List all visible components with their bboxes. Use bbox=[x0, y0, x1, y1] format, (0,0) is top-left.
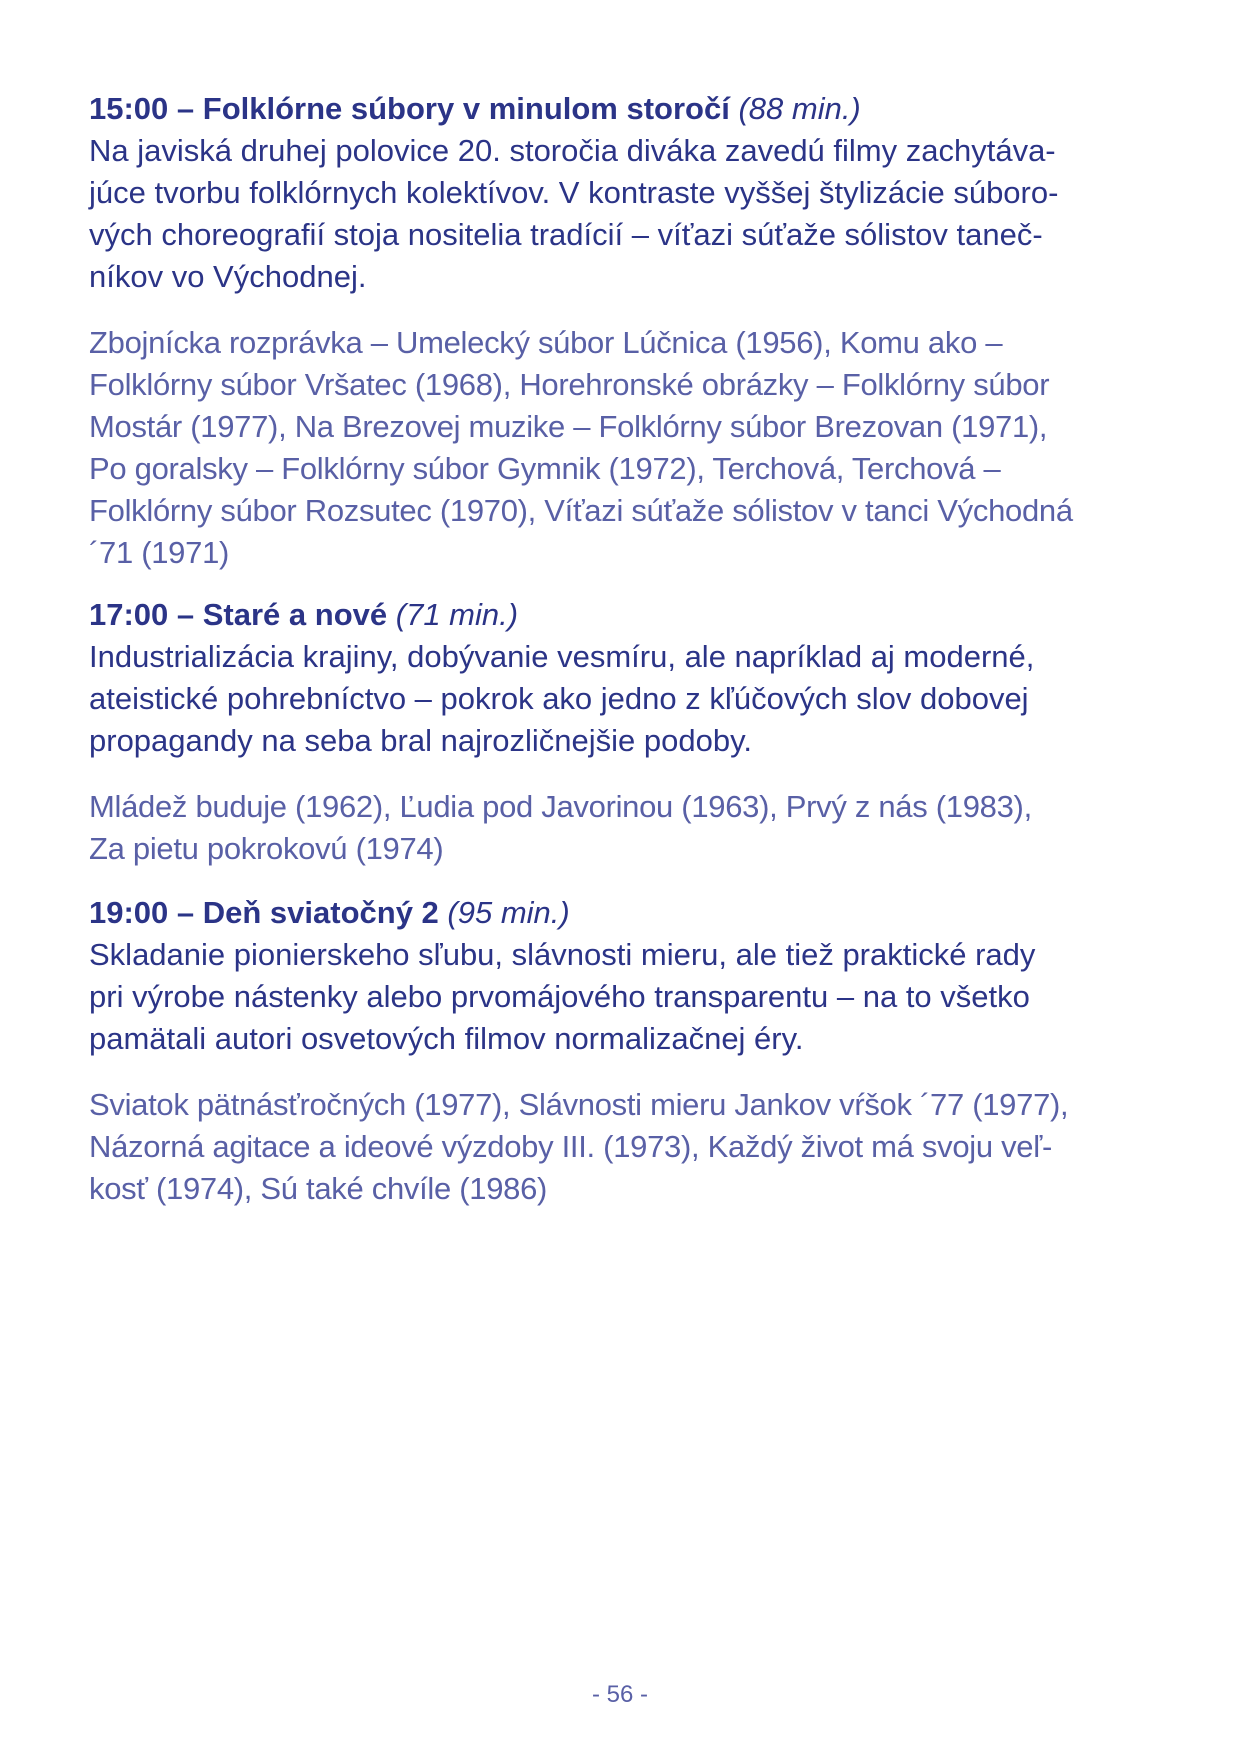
description-line: Na javiská druhej polovice 20. storočia diváka zavedú filmy zachytáva- bbox=[89, 133, 1056, 168]
description-line: Industrializácia krajiny, dobývanie vesmíru, ale napríklad aj moderné, bbox=[89, 639, 1035, 674]
section-heading bbox=[89, 892, 1169, 934]
section-heading bbox=[89, 88, 1169, 130]
description-line: vých choreografií stoja nositelia tradícií – víťazi súťaže sólistov taneč- bbox=[89, 217, 1043, 252]
section-time-title: 19:00 – Deň sviatočný 2 bbox=[89, 895, 439, 930]
description-line: pri výrobe nástenky alebo prvomájového transparentu – na to všetko bbox=[89, 979, 1030, 1014]
section-duration: (95 min.) bbox=[447, 895, 570, 930]
film-list-line: Za pietu pokrokovú (1974) bbox=[89, 831, 444, 866]
section-time-title: 15:00 – Folklórne súbory v minulom storočí bbox=[89, 91, 730, 126]
program-section-1900 bbox=[89, 892, 1169, 1210]
film-list-line: Mostár (1977), Na Brezovej muzike – Folklórny súbor Brezovan (1971), bbox=[89, 409, 1048, 444]
description-line: pamätali autori osvetových filmov normalizačnej éry. bbox=[89, 1021, 804, 1056]
section-description bbox=[89, 934, 1169, 1060]
section-heading bbox=[89, 594, 1169, 636]
film-list-line: Po goralsky – Folklórny súbor Gymnik (1972), Terchová, Terchová – bbox=[89, 451, 1001, 486]
section-film-list bbox=[89, 786, 1169, 870]
film-list-line: Sviatok pätnásťročných (1977), Slávnosti mieru Jankov vŕšok ´77 (1977), bbox=[89, 1087, 1069, 1122]
section-description bbox=[89, 636, 1169, 762]
program-section-1500 bbox=[89, 88, 1169, 574]
program-content bbox=[89, 88, 1169, 1210]
film-list-line: Názorná agitace a ideové výzdoby III. (1973), Každý život má svoju veľ- bbox=[89, 1129, 1052, 1164]
film-list-line: Folklórny súbor Rozsutec (1970), Víťazi súťaže sólistov v tanci Východná bbox=[89, 493, 1073, 528]
page-number: - 56 - bbox=[591, 1681, 648, 1708]
description-line: Skladanie pionierskeho sľubu, slávnosti mieru, ale tiež praktické rady bbox=[89, 937, 1036, 972]
section-time-title: 17:00 – Staré a nové bbox=[89, 597, 388, 632]
section-film-list bbox=[89, 322, 1169, 574]
film-list-line: Zbojnícka rozprávka – Umelecký súbor Lúčnica (1956), Komu ako – bbox=[89, 325, 1003, 360]
film-list-line: Folklórny súbor Vršatec (1968), Horehronské obrázky – Folklórny súbor bbox=[89, 367, 1050, 402]
section-duration: (88 min.) bbox=[738, 91, 861, 126]
section-description bbox=[89, 130, 1169, 298]
description-line: níkov vo Východnej. bbox=[89, 259, 367, 294]
program-section-1700 bbox=[89, 594, 1169, 870]
section-film-list bbox=[89, 1084, 1169, 1210]
film-list-line: Mládež buduje (1962), Ľudia pod Javorinou (1963), Prvý z nás (1983), bbox=[89, 789, 1032, 824]
film-list-line: kosť (1974), Sú také chvíle (1986) bbox=[89, 1171, 548, 1206]
description-line: ateistické pohrebníctvo – pokrok ako jedno z kľúčových slov dobovej bbox=[89, 681, 1029, 716]
section-duration: (71 min.) bbox=[395, 597, 519, 632]
film-list-line: ´71 (1971) bbox=[89, 535, 230, 570]
description-line: propagandy na seba bral najrozličnejšie podoby. bbox=[89, 723, 752, 758]
description-line: júce tvorbu folklórnych kolektívov. V kontraste vyššej štylizácie súboro- bbox=[89, 175, 1059, 210]
